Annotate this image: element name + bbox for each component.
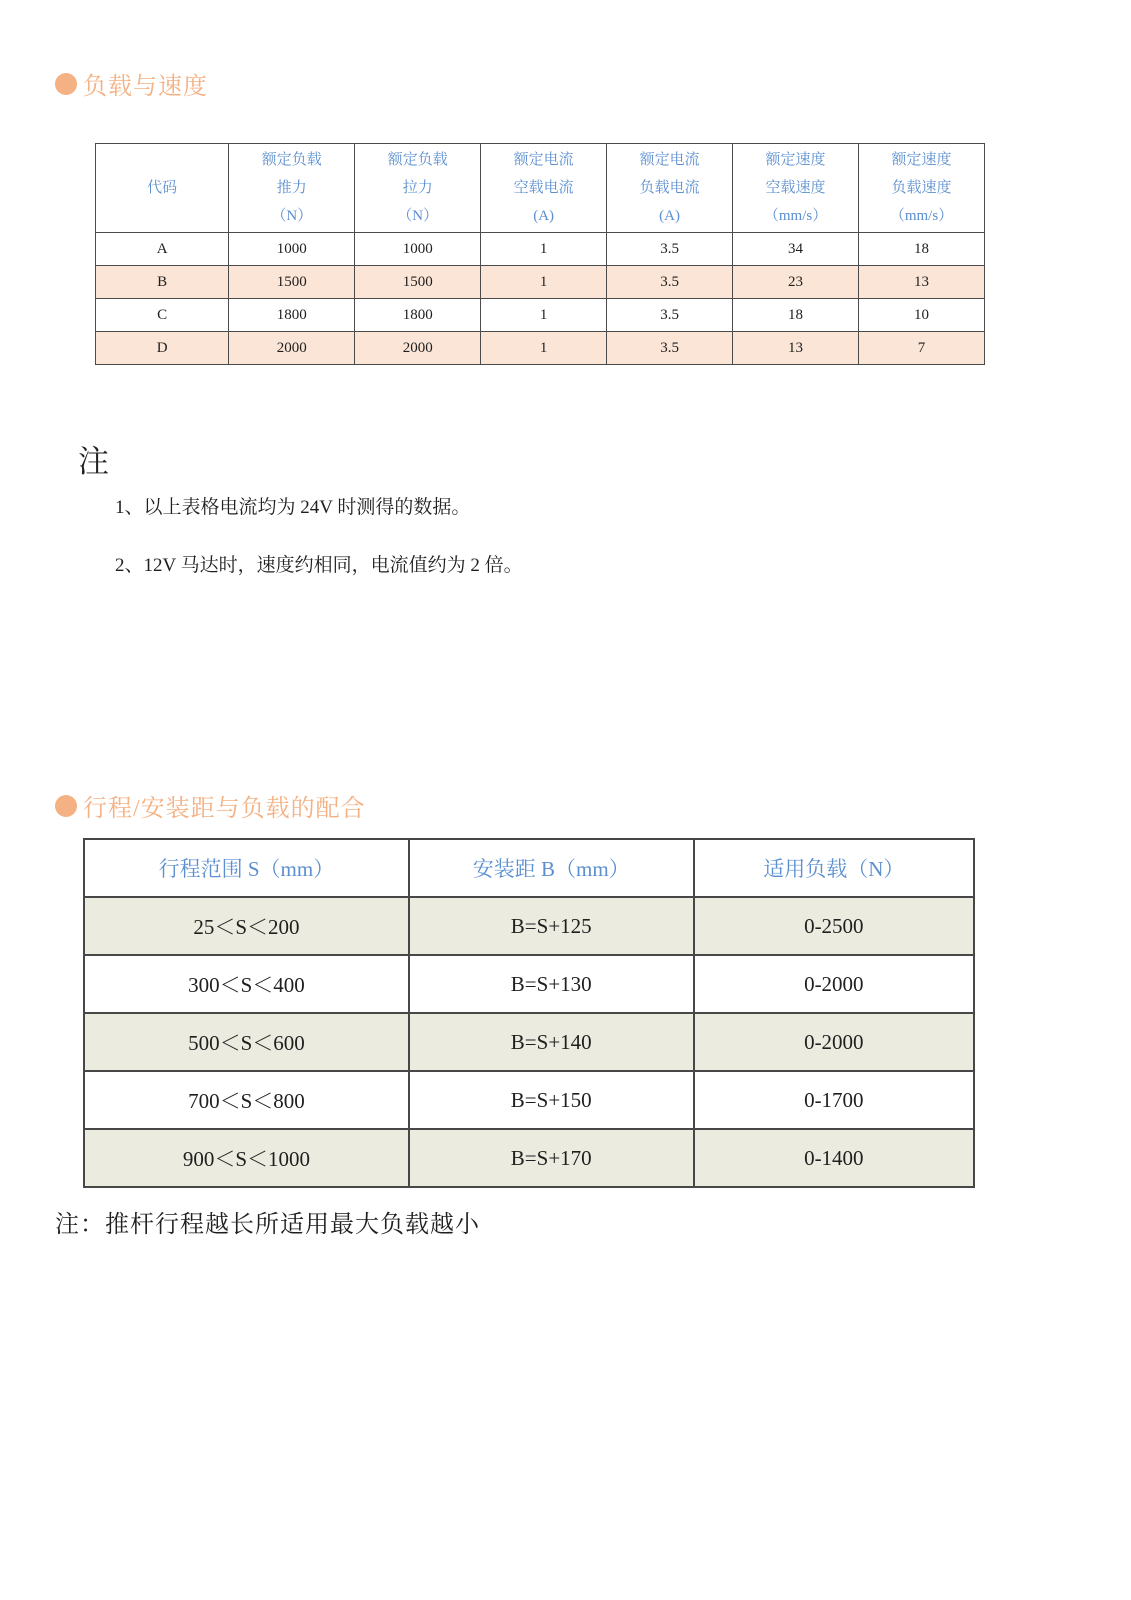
table-cell: 1000 bbox=[229, 233, 355, 266]
header-cell-stroke-range: 行程范围 S（mm） bbox=[84, 839, 409, 897]
table-header-row bbox=[84, 839, 974, 897]
table-cell: B=S+170 bbox=[409, 1129, 694, 1187]
footnote: 注：推杆行程越长所适用最大负载越小 bbox=[55, 1212, 480, 1238]
table-cell: 1500 bbox=[229, 266, 355, 299]
table-row bbox=[84, 1071, 974, 1129]
section-title-stroke-load bbox=[55, 788, 366, 823]
header-cell-install-distance: 安装距 B（mm） bbox=[409, 839, 694, 897]
table-cell: B bbox=[96, 266, 229, 299]
header-cell-push: 额定负载 推力 （N） bbox=[229, 144, 355, 233]
header-cell-load-speed: 额定速度 负载速度 （mm/s） bbox=[859, 144, 985, 233]
stroke-load-table bbox=[83, 838, 975, 1188]
table-cell: D bbox=[96, 332, 229, 365]
table-cell: 10 bbox=[859, 299, 985, 332]
note-item-2: 2、12V 马达时，速度约相同，电流值约为 2 倍。 bbox=[115, 555, 523, 576]
table-cell: 1800 bbox=[355, 299, 481, 332]
table-cell: 700＜S＜800 bbox=[84, 1071, 409, 1129]
notes-heading: 注 bbox=[78, 444, 109, 479]
table-cell: 2000 bbox=[355, 332, 481, 365]
table-cell: 3.5 bbox=[607, 299, 733, 332]
table-cell: 3.5 bbox=[607, 266, 733, 299]
bullet-icon bbox=[55, 73, 77, 95]
table-cell: 1 bbox=[481, 266, 607, 299]
table-cell: 18 bbox=[859, 233, 985, 266]
table-row bbox=[84, 897, 974, 955]
table-cell: 900＜S＜1000 bbox=[84, 1129, 409, 1187]
section-title-text: 负载与速度 bbox=[83, 74, 208, 100]
table-row bbox=[84, 1129, 974, 1187]
table-cell: 0-1400 bbox=[694, 1129, 974, 1187]
table-cell: 1800 bbox=[229, 299, 355, 332]
table-row-a bbox=[96, 233, 985, 266]
table-cell: 3.5 bbox=[607, 233, 733, 266]
table-row bbox=[84, 1013, 974, 1071]
table-cell: 1500 bbox=[355, 266, 481, 299]
table-cell: 1000 bbox=[355, 233, 481, 266]
table-cell: 0-2000 bbox=[694, 1013, 974, 1071]
table-cell: 3.5 bbox=[607, 332, 733, 365]
table-cell: 23 bbox=[733, 266, 859, 299]
header-cell-pull: 额定负载 拉力 （N） bbox=[355, 144, 481, 233]
table-cell: 2000 bbox=[229, 332, 355, 365]
table-cell: 300＜S＜400 bbox=[84, 955, 409, 1013]
table-cell: C bbox=[96, 299, 229, 332]
table-cell: 25＜S＜200 bbox=[84, 897, 409, 955]
table-cell: A bbox=[96, 233, 229, 266]
note-item-1: 1、以上表格电流均为 24V 时测得的数据。 bbox=[115, 497, 471, 518]
table-cell: 0-1700 bbox=[694, 1071, 974, 1129]
table-row-d bbox=[96, 332, 985, 365]
bullet-icon bbox=[55, 795, 77, 817]
table-cell: 1 bbox=[481, 299, 607, 332]
header-cell-noload-current: 额定电流 空载电流 (A) bbox=[481, 144, 607, 233]
table-cell: 0-2000 bbox=[694, 955, 974, 1013]
table-row-b bbox=[96, 266, 985, 299]
header-cell-code: 代码 bbox=[96, 144, 229, 233]
table-cell: 13 bbox=[859, 266, 985, 299]
header-cell-noload-speed: 额定速度 空载速度 （mm/s） bbox=[733, 144, 859, 233]
table-cell: B=S+130 bbox=[409, 955, 694, 1013]
table-cell: 34 bbox=[733, 233, 859, 266]
table-header-row bbox=[96, 144, 985, 233]
table-cell: B=S+140 bbox=[409, 1013, 694, 1071]
header-cell-applicable-load: 适用负载（N） bbox=[694, 839, 974, 897]
table-row bbox=[84, 955, 974, 1013]
table-cell: B=S+150 bbox=[409, 1071, 694, 1129]
table-cell: 18 bbox=[733, 299, 859, 332]
table-cell: 1 bbox=[481, 233, 607, 266]
table-cell: 1 bbox=[481, 332, 607, 365]
table-cell: 0-2500 bbox=[694, 897, 974, 955]
header-cell-load-current: 额定电流 负载电流 (A) bbox=[607, 144, 733, 233]
section-title-load-speed bbox=[55, 66, 208, 101]
table-cell: 13 bbox=[733, 332, 859, 365]
section-title-text: 行程/安装距与负载的配合 bbox=[83, 796, 366, 822]
table-cell: 7 bbox=[859, 332, 985, 365]
load-speed-table bbox=[95, 143, 985, 365]
table-row-c bbox=[96, 299, 985, 332]
table-cell: 500＜S＜600 bbox=[84, 1013, 409, 1071]
table-cell: B=S+125 bbox=[409, 897, 694, 955]
